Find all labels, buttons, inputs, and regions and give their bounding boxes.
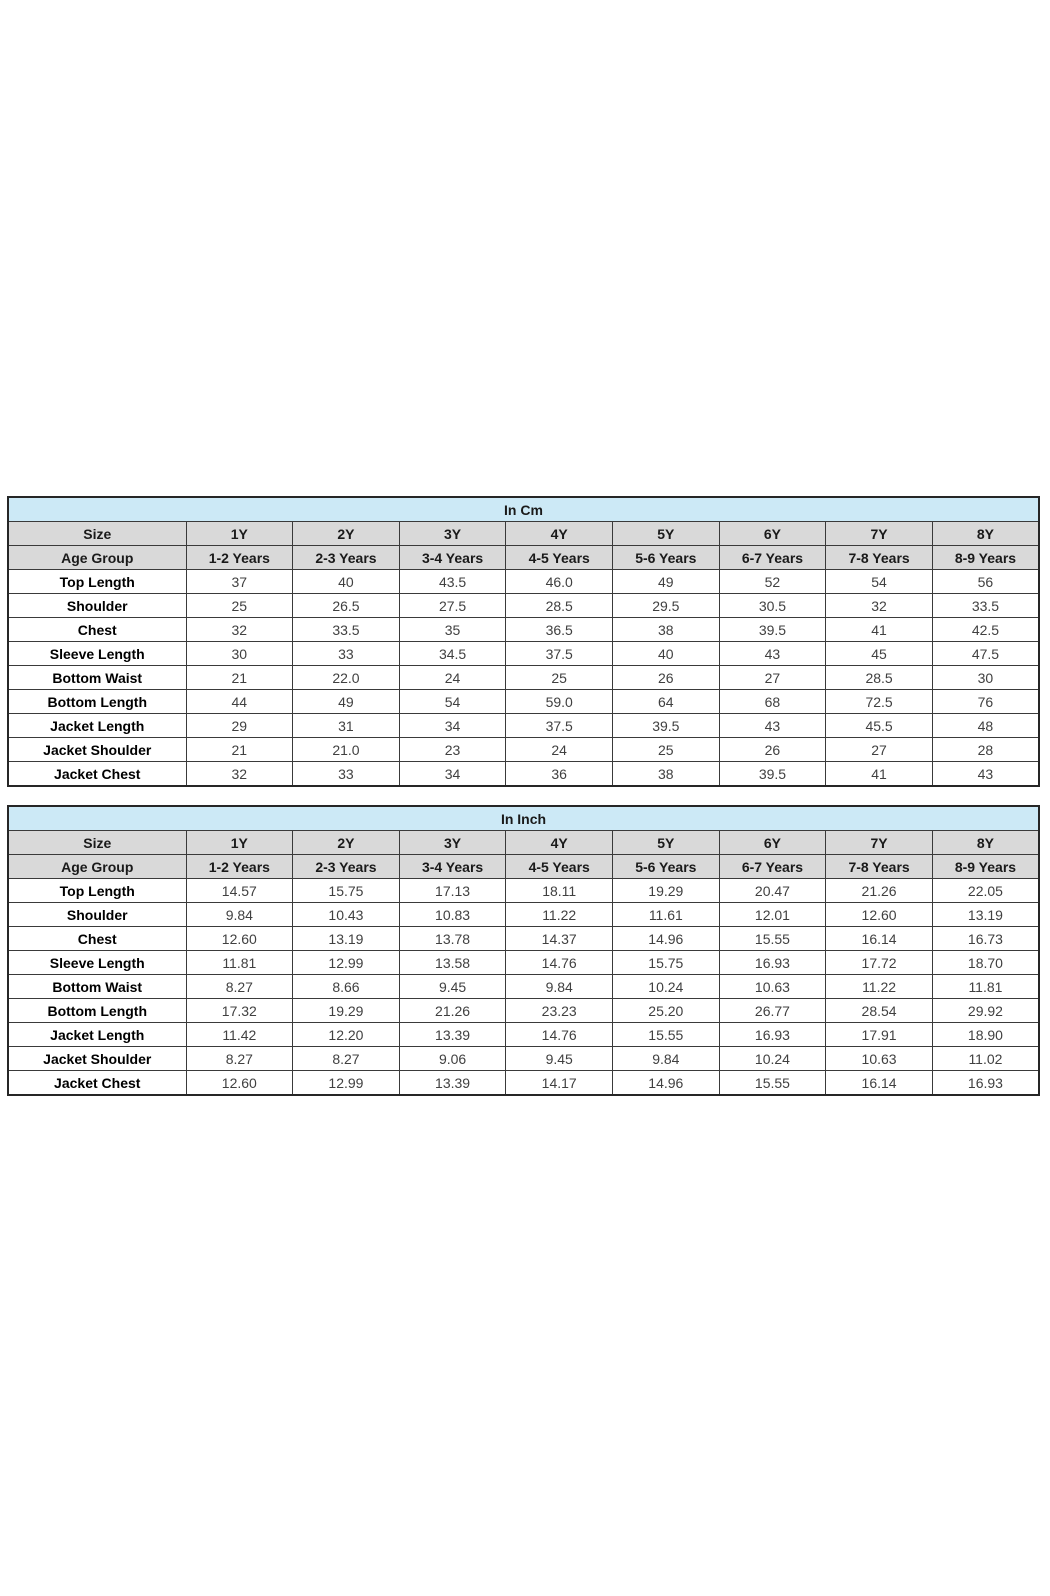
size-column-header: 6Y xyxy=(719,831,826,855)
measurement-value-cell: 14.57 xyxy=(186,879,293,903)
measurement-row xyxy=(8,951,1039,975)
size-column-header: 7Y xyxy=(826,522,933,546)
measurement-value-cell: 11.42 xyxy=(186,1023,293,1047)
measurement-row-label: Jacket Length xyxy=(8,1023,186,1047)
measurement-value-cell: 72.5 xyxy=(826,690,933,714)
measurement-value-cell: 9.84 xyxy=(186,903,293,927)
measurement-value-cell: 11.81 xyxy=(932,975,1039,999)
measurement-row xyxy=(8,762,1039,787)
measurement-value-cell: 56 xyxy=(932,570,1039,594)
measurement-value-cell: 23.23 xyxy=(506,999,613,1023)
measurement-value-cell: 29.92 xyxy=(932,999,1039,1023)
age-group-column-header: 3-4 Years xyxy=(399,855,506,879)
measurement-value-cell: 27 xyxy=(826,738,933,762)
measurement-value-cell: 25.20 xyxy=(613,999,720,1023)
measurement-row-label: Jacket Chest xyxy=(8,762,186,787)
measurement-value-cell: 9.06 xyxy=(399,1047,506,1071)
measurement-value-cell: 11.02 xyxy=(932,1047,1039,1071)
measurement-value-cell: 18.11 xyxy=(506,879,613,903)
measurement-value-cell: 23 xyxy=(399,738,506,762)
measurement-row xyxy=(8,738,1039,762)
measurement-value-cell: 31 xyxy=(293,714,400,738)
measurement-value-cell: 68 xyxy=(719,690,826,714)
measurement-value-cell: 8.27 xyxy=(186,1047,293,1071)
age-group-column-header: 1-2 Years xyxy=(186,546,293,570)
measurement-value-cell: 43.5 xyxy=(399,570,506,594)
measurement-row xyxy=(8,714,1039,738)
measurement-value-cell: 52 xyxy=(719,570,826,594)
measurement-row xyxy=(8,642,1039,666)
measurement-value-cell: 45 xyxy=(826,642,933,666)
measurement-value-cell: 39.5 xyxy=(613,714,720,738)
size-table-cm xyxy=(7,496,1040,787)
age-group-header-row xyxy=(8,855,1039,879)
measurement-row-label: Top Length xyxy=(8,570,186,594)
measurement-value-cell: 29 xyxy=(186,714,293,738)
measurement-value-cell: 14.96 xyxy=(613,1071,720,1096)
age-group-column-header: 7-8 Years xyxy=(826,855,933,879)
measurement-value-cell: 27 xyxy=(719,666,826,690)
measurement-value-cell: 33.5 xyxy=(932,594,1039,618)
measurement-value-cell: 38 xyxy=(613,618,720,642)
size-column-header: 2Y xyxy=(293,831,400,855)
size-column-header: 4Y xyxy=(506,522,613,546)
measurement-value-cell: 17.72 xyxy=(826,951,933,975)
measurement-value-cell: 19.29 xyxy=(613,879,720,903)
measurement-value-cell: 15.55 xyxy=(719,1071,826,1096)
measurement-value-cell: 8.66 xyxy=(293,975,400,999)
measurement-row-label: Jacket Shoulder xyxy=(8,1047,186,1071)
measurement-value-cell: 40 xyxy=(613,642,720,666)
measurement-value-cell: 24 xyxy=(399,666,506,690)
measurement-value-cell: 34 xyxy=(399,762,506,787)
measurement-value-cell: 41 xyxy=(826,618,933,642)
measurement-row-label: Jacket Length xyxy=(8,714,186,738)
size-column-header: 3Y xyxy=(399,831,506,855)
measurement-value-cell: 13.39 xyxy=(399,1023,506,1047)
measurement-value-cell: 32 xyxy=(186,762,293,787)
measurement-value-cell: 11.61 xyxy=(613,903,720,927)
measurement-value-cell: 25 xyxy=(506,666,613,690)
measurement-value-cell: 41 xyxy=(826,762,933,787)
measurement-value-cell: 10.63 xyxy=(826,1047,933,1071)
age-group-column-header: 3-4 Years xyxy=(399,546,506,570)
measurement-value-cell: 64 xyxy=(613,690,720,714)
measurement-value-cell: 32 xyxy=(186,618,293,642)
measurement-row-label: Bottom Length xyxy=(8,999,186,1023)
measurement-row xyxy=(8,1023,1039,1047)
measurement-value-cell: 54 xyxy=(826,570,933,594)
measurement-row xyxy=(8,570,1039,594)
measurement-row-label: Jacket Shoulder xyxy=(8,738,186,762)
measurement-value-cell: 26.5 xyxy=(293,594,400,618)
measurement-value-cell: 37.5 xyxy=(506,714,613,738)
measurement-value-cell: 10.43 xyxy=(293,903,400,927)
measurement-value-cell: 28 xyxy=(932,738,1039,762)
measurement-value-cell: 22.0 xyxy=(293,666,400,690)
age-group-column-header: 4-5 Years xyxy=(506,546,613,570)
measurement-row xyxy=(8,879,1039,903)
measurement-value-cell: 46.0 xyxy=(506,570,613,594)
measurement-value-cell: 34 xyxy=(399,714,506,738)
measurement-value-cell: 13.39 xyxy=(399,1071,506,1096)
measurement-value-cell: 14.76 xyxy=(506,1023,613,1047)
size-header-row xyxy=(8,831,1039,855)
measurement-value-cell: 16.14 xyxy=(826,927,933,951)
size-column-header: 1Y xyxy=(186,522,293,546)
age-group-column-header: 5-6 Years xyxy=(613,546,720,570)
measurement-row-label: Chest xyxy=(8,927,186,951)
measurement-value-cell: 24 xyxy=(506,738,613,762)
age-group-column-header: 8-9 Years xyxy=(932,546,1039,570)
age-group-column-header: 8-9 Years xyxy=(932,855,1039,879)
measurement-value-cell: 15.55 xyxy=(613,1023,720,1047)
measurement-value-cell: 33.5 xyxy=(293,618,400,642)
measurement-value-cell: 18.70 xyxy=(932,951,1039,975)
measurement-row xyxy=(8,1071,1039,1096)
measurement-value-cell: 21.0 xyxy=(293,738,400,762)
measurement-value-cell: 9.45 xyxy=(506,1047,613,1071)
measurement-value-cell: 49 xyxy=(293,690,400,714)
size-header-label: Size xyxy=(8,522,186,546)
table-title-row xyxy=(8,806,1039,831)
measurement-value-cell: 38 xyxy=(613,762,720,787)
measurement-row-label: Bottom Waist xyxy=(8,666,186,690)
measurement-value-cell: 13.78 xyxy=(399,927,506,951)
measurement-value-cell: 36.5 xyxy=(506,618,613,642)
measurement-value-cell: 43 xyxy=(719,714,826,738)
measurement-value-cell: 54 xyxy=(399,690,506,714)
measurement-value-cell: 16.93 xyxy=(932,1071,1039,1096)
measurement-value-cell: 59.0 xyxy=(506,690,613,714)
measurement-value-cell: 37.5 xyxy=(506,642,613,666)
measurement-row xyxy=(8,690,1039,714)
age-group-column-header: 7-8 Years xyxy=(826,546,933,570)
measurement-row-label: Shoulder xyxy=(8,903,186,927)
measurement-value-cell: 21 xyxy=(186,666,293,690)
measurement-value-cell: 14.76 xyxy=(506,951,613,975)
table-title-row xyxy=(8,497,1039,522)
measurement-value-cell: 35 xyxy=(399,618,506,642)
measurement-value-cell: 10.24 xyxy=(613,975,720,999)
measurement-value-cell: 36 xyxy=(506,762,613,787)
measurement-value-cell: 15.75 xyxy=(293,879,400,903)
measurement-row xyxy=(8,618,1039,642)
measurement-value-cell: 28.5 xyxy=(506,594,613,618)
measurement-value-cell: 14.96 xyxy=(613,927,720,951)
measurement-value-cell: 9.84 xyxy=(613,1047,720,1071)
measurement-value-cell: 39.5 xyxy=(719,762,826,787)
measurement-value-cell: 34.5 xyxy=(399,642,506,666)
size-header-label: Size xyxy=(8,831,186,855)
size-column-header: 6Y xyxy=(719,522,826,546)
age-group-column-header: 5-6 Years xyxy=(613,855,720,879)
table-title: In Cm xyxy=(8,497,1039,522)
measurement-value-cell: 10.24 xyxy=(719,1047,826,1071)
age-group-column-header: 4-5 Years xyxy=(506,855,613,879)
measurement-value-cell: 49 xyxy=(613,570,720,594)
measurement-value-cell: 32 xyxy=(826,594,933,618)
measurement-value-cell: 15.55 xyxy=(719,927,826,951)
measurement-value-cell: 33 xyxy=(293,762,400,787)
measurement-value-cell: 12.60 xyxy=(186,927,293,951)
measurement-value-cell: 12.60 xyxy=(186,1071,293,1096)
measurement-value-cell: 33 xyxy=(293,642,400,666)
age-group-column-header: 6-7 Years xyxy=(719,855,826,879)
measurement-value-cell: 15.75 xyxy=(613,951,720,975)
measurement-value-cell: 30 xyxy=(932,666,1039,690)
tables-container xyxy=(7,496,1040,1114)
age-group-column-header: 2-3 Years xyxy=(293,855,400,879)
measurement-value-cell: 43 xyxy=(719,642,826,666)
measurement-value-cell: 12.01 xyxy=(719,903,826,927)
measurement-value-cell: 11.81 xyxy=(186,951,293,975)
size-column-header: 5Y xyxy=(613,522,720,546)
measurement-value-cell: 20.47 xyxy=(719,879,826,903)
measurement-row-label: Shoulder xyxy=(8,594,186,618)
measurement-row xyxy=(8,975,1039,999)
measurement-value-cell: 27.5 xyxy=(399,594,506,618)
measurement-row xyxy=(8,1047,1039,1071)
measurement-value-cell: 16.93 xyxy=(719,951,826,975)
size-column-header: 8Y xyxy=(932,831,1039,855)
measurement-value-cell: 28.5 xyxy=(826,666,933,690)
measurement-value-cell: 25 xyxy=(186,594,293,618)
measurement-value-cell: 13.58 xyxy=(399,951,506,975)
size-column-header: 2Y xyxy=(293,522,400,546)
measurement-row-label: Chest xyxy=(8,618,186,642)
size-column-header: 7Y xyxy=(826,831,933,855)
size-column-header: 8Y xyxy=(932,522,1039,546)
measurement-value-cell: 10.83 xyxy=(399,903,506,927)
measurement-row-label: Jacket Chest xyxy=(8,1071,186,1096)
measurement-row-label: Sleeve Length xyxy=(8,951,186,975)
measurement-value-cell: 26 xyxy=(719,738,826,762)
measurement-value-cell: 39.5 xyxy=(719,618,826,642)
measurement-value-cell: 43 xyxy=(932,762,1039,787)
measurement-value-cell: 8.27 xyxy=(186,975,293,999)
measurement-value-cell: 30.5 xyxy=(719,594,826,618)
measurement-value-cell: 25 xyxy=(613,738,720,762)
measurement-value-cell: 10.63 xyxy=(719,975,826,999)
measurement-value-cell: 8.27 xyxy=(293,1047,400,1071)
measurement-value-cell: 14.17 xyxy=(506,1071,613,1096)
age-group-column-header: 1-2 Years xyxy=(186,855,293,879)
measurement-value-cell: 9.84 xyxy=(506,975,613,999)
table-title: In Inch xyxy=(8,806,1039,831)
measurement-value-cell: 14.37 xyxy=(506,927,613,951)
measurement-value-cell: 26.77 xyxy=(719,999,826,1023)
measurement-value-cell: 22.05 xyxy=(932,879,1039,903)
measurement-row-label: Bottom Waist xyxy=(8,975,186,999)
measurement-value-cell: 30 xyxy=(186,642,293,666)
measurement-row xyxy=(8,999,1039,1023)
size-table-inch xyxy=(7,805,1040,1096)
measurement-value-cell: 42.5 xyxy=(932,618,1039,642)
measurement-value-cell: 12.99 xyxy=(293,951,400,975)
measurement-value-cell: 16.73 xyxy=(932,927,1039,951)
measurement-value-cell: 76 xyxy=(932,690,1039,714)
age-group-header-row xyxy=(8,546,1039,570)
measurement-value-cell: 19.29 xyxy=(293,999,400,1023)
size-column-header: 3Y xyxy=(399,522,506,546)
measurement-value-cell: 9.45 xyxy=(399,975,506,999)
measurement-value-cell: 45.5 xyxy=(826,714,933,738)
measurement-row xyxy=(8,666,1039,690)
age-group-header-label: Age Group xyxy=(8,546,186,570)
measurement-row xyxy=(8,594,1039,618)
measurement-value-cell: 37 xyxy=(186,570,293,594)
measurement-value-cell: 11.22 xyxy=(506,903,613,927)
measurement-value-cell: 16.93 xyxy=(719,1023,826,1047)
measurement-value-cell: 12.20 xyxy=(293,1023,400,1047)
measurement-row xyxy=(8,903,1039,927)
age-group-column-header: 2-3 Years xyxy=(293,546,400,570)
measurement-value-cell: 17.91 xyxy=(826,1023,933,1047)
measurement-value-cell: 26 xyxy=(613,666,720,690)
age-group-column-header: 6-7 Years xyxy=(719,546,826,570)
measurement-value-cell: 29.5 xyxy=(613,594,720,618)
measurement-row-label: Top Length xyxy=(8,879,186,903)
measurement-row-label: Sleeve Length xyxy=(8,642,186,666)
measurement-value-cell: 13.19 xyxy=(293,927,400,951)
measurement-row-label: Bottom Length xyxy=(8,690,186,714)
measurement-value-cell: 28.54 xyxy=(826,999,933,1023)
measurement-value-cell: 16.14 xyxy=(826,1071,933,1096)
size-column-header: 5Y xyxy=(613,831,720,855)
size-column-header: 1Y xyxy=(186,831,293,855)
measurement-value-cell: 21.26 xyxy=(399,999,506,1023)
measurement-value-cell: 21 xyxy=(186,738,293,762)
measurement-value-cell: 18.90 xyxy=(932,1023,1039,1047)
size-column-header: 4Y xyxy=(506,831,613,855)
measurement-value-cell: 47.5 xyxy=(932,642,1039,666)
measurement-value-cell: 48 xyxy=(932,714,1039,738)
measurement-value-cell: 17.32 xyxy=(186,999,293,1023)
measurement-value-cell: 12.99 xyxy=(293,1071,400,1096)
measurement-row xyxy=(8,927,1039,951)
measurement-value-cell: 17.13 xyxy=(399,879,506,903)
measurement-value-cell: 44 xyxy=(186,690,293,714)
measurement-value-cell: 40 xyxy=(293,570,400,594)
size-header-row xyxy=(8,522,1039,546)
age-group-header-label: Age Group xyxy=(8,855,186,879)
measurement-value-cell: 13.19 xyxy=(932,903,1039,927)
measurement-value-cell: 21.26 xyxy=(826,879,933,903)
measurement-value-cell: 12.60 xyxy=(826,903,933,927)
measurement-value-cell: 11.22 xyxy=(826,975,933,999)
